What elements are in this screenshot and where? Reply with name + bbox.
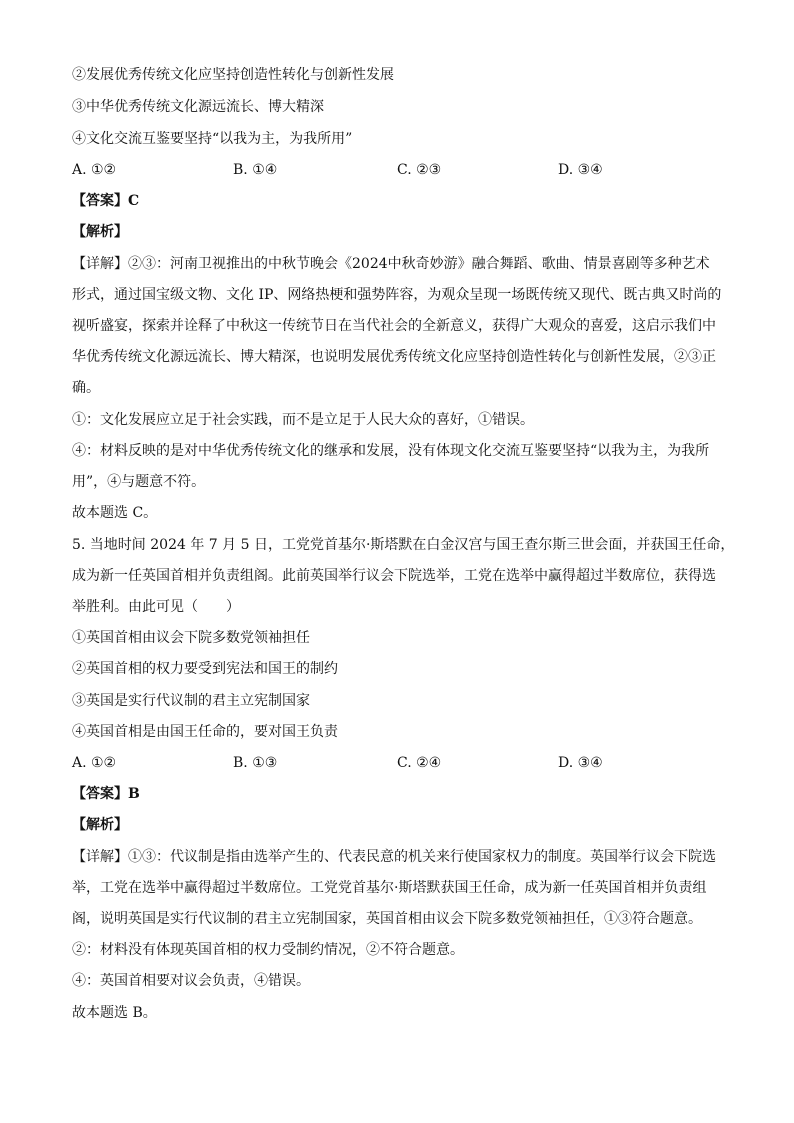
q5-option-item-2: ②英国首相的权力要受到宪法和国王的制约 bbox=[72, 661, 338, 677]
q4-wrong-4-line: 用”，④与题意不符。 bbox=[72, 474, 206, 490]
q5-detail-line: 举，工党在选举中赢得超过半数席位。工党党首基尔·斯塔默获国王任命，成为新一任英国首相并负责组 bbox=[72, 880, 707, 896]
q4-detail-line: 形式，通过国宝级文物、文化 IP、网络热梗和强势阵容，为观众呈现一场既传统又现代、既古典又时尚的 bbox=[72, 287, 722, 303]
q4-option-item-3: ③中华优秀传统文化源远流长、博大精深 bbox=[72, 99, 324, 115]
q4-answer: 【答案】C bbox=[72, 193, 140, 209]
q5-choice-d: D. ③④ bbox=[558, 755, 603, 771]
q4-choices bbox=[72, 160, 722, 180]
q4-option-item-4: ④文化交流互鉴要坚持“以我为主，为我所用” bbox=[72, 131, 353, 147]
q5-detail-line: 阁，说明英国是实行代议制的君主立宪制国家，英国首相由议会下院多数党领袖担任，①③符合题意。 bbox=[72, 911, 702, 927]
q4-detail-line: 确。 bbox=[72, 380, 100, 396]
q5-wrong-2: ②：材料没有体现英国首相的权力受制约情况，②不符合题意。 bbox=[72, 942, 464, 958]
q4-choice-c: C. ②③ bbox=[397, 162, 442, 178]
q5-answer: 【答案】B bbox=[72, 786, 140, 802]
q5-option-item-1: ①英国首相由议会下院多数党领袖担任 bbox=[72, 630, 310, 646]
q5-stem-line: 成为新一任英国首相并负责组阁。此前英国举行议会下院选举，工党在选举中赢得超过半数席位，获得选 bbox=[72, 568, 716, 584]
q5-choice-b: B. ①③ bbox=[233, 755, 278, 771]
q5-option-item-3: ③英国是实行代议制的君主立宪制国家 bbox=[72, 693, 310, 709]
q5-choice-a: A. ①② bbox=[72, 755, 117, 771]
q4-analysis-heading: 【解析】 bbox=[72, 224, 128, 240]
q5-choice-c: C. ②④ bbox=[397, 755, 442, 771]
q4-choice-d: D. ③④ bbox=[558, 162, 603, 178]
q4-option-item-2: ②发展优秀传统文化应坚持创造性转化与创新性发展 bbox=[72, 67, 394, 83]
q5-option-item-4: ④英国首相是由国王任命的，要对国王负责 bbox=[72, 724, 338, 740]
q4-conclusion: 故本题选 C。 bbox=[72, 505, 158, 521]
q5-conclusion: 故本题选 B。 bbox=[72, 1005, 157, 1021]
q5-choices bbox=[72, 753, 722, 773]
q4-choice-b: B. ①④ bbox=[233, 162, 278, 178]
q4-detail-line: 视听盛宴，探索并诠释了中秋这一传统节日在当代社会的全新意义，获得广大观众的喜爱，这启示我们中 bbox=[72, 318, 716, 334]
q5-detail-line: 【详解】①③：代议制是指由选举产生的、代表民意的机关来行使国家权力的制度。英国举行议会下院选 bbox=[72, 849, 716, 865]
q4-detail-line: 华优秀传统文化源远流长、博大精深，也说明发展优秀传统文化应坚持创造性转化与创新性发展，②③正 bbox=[72, 349, 716, 365]
q5-analysis-heading: 【解析】 bbox=[72, 817, 128, 833]
q4-wrong-1: ①：文化发展应立足于社会实践，而不是立足于人民大众的喜好，①错误。 bbox=[72, 412, 534, 428]
q5-stem-line: 举胜利。由此可见（ ） bbox=[72, 599, 240, 615]
q5-wrong-4: ④：英国首相要对议会负责，④错误。 bbox=[72, 973, 310, 989]
q5-stem-line: 5. 当地时间 2024 年 7 月 5 日，工党党首基尔·斯塔默在白金汉宫与国王查尔斯三世会面，并获国王任命， bbox=[72, 537, 735, 553]
q4-detail-line: 【详解】②③：河南卫视推出的中秋节晚会《2024中秋奇妙游》融合舞蹈、歌曲、情景喜剧等多种艺术 bbox=[72, 256, 710, 272]
q4-choice-a: A. ①② bbox=[72, 162, 117, 178]
q4-wrong-4-line: ④：材料反映的是对中华优秀传统文化的继承和发展，没有体现文化交流互鉴要坚持“以我为主，为我所 bbox=[72, 443, 710, 459]
